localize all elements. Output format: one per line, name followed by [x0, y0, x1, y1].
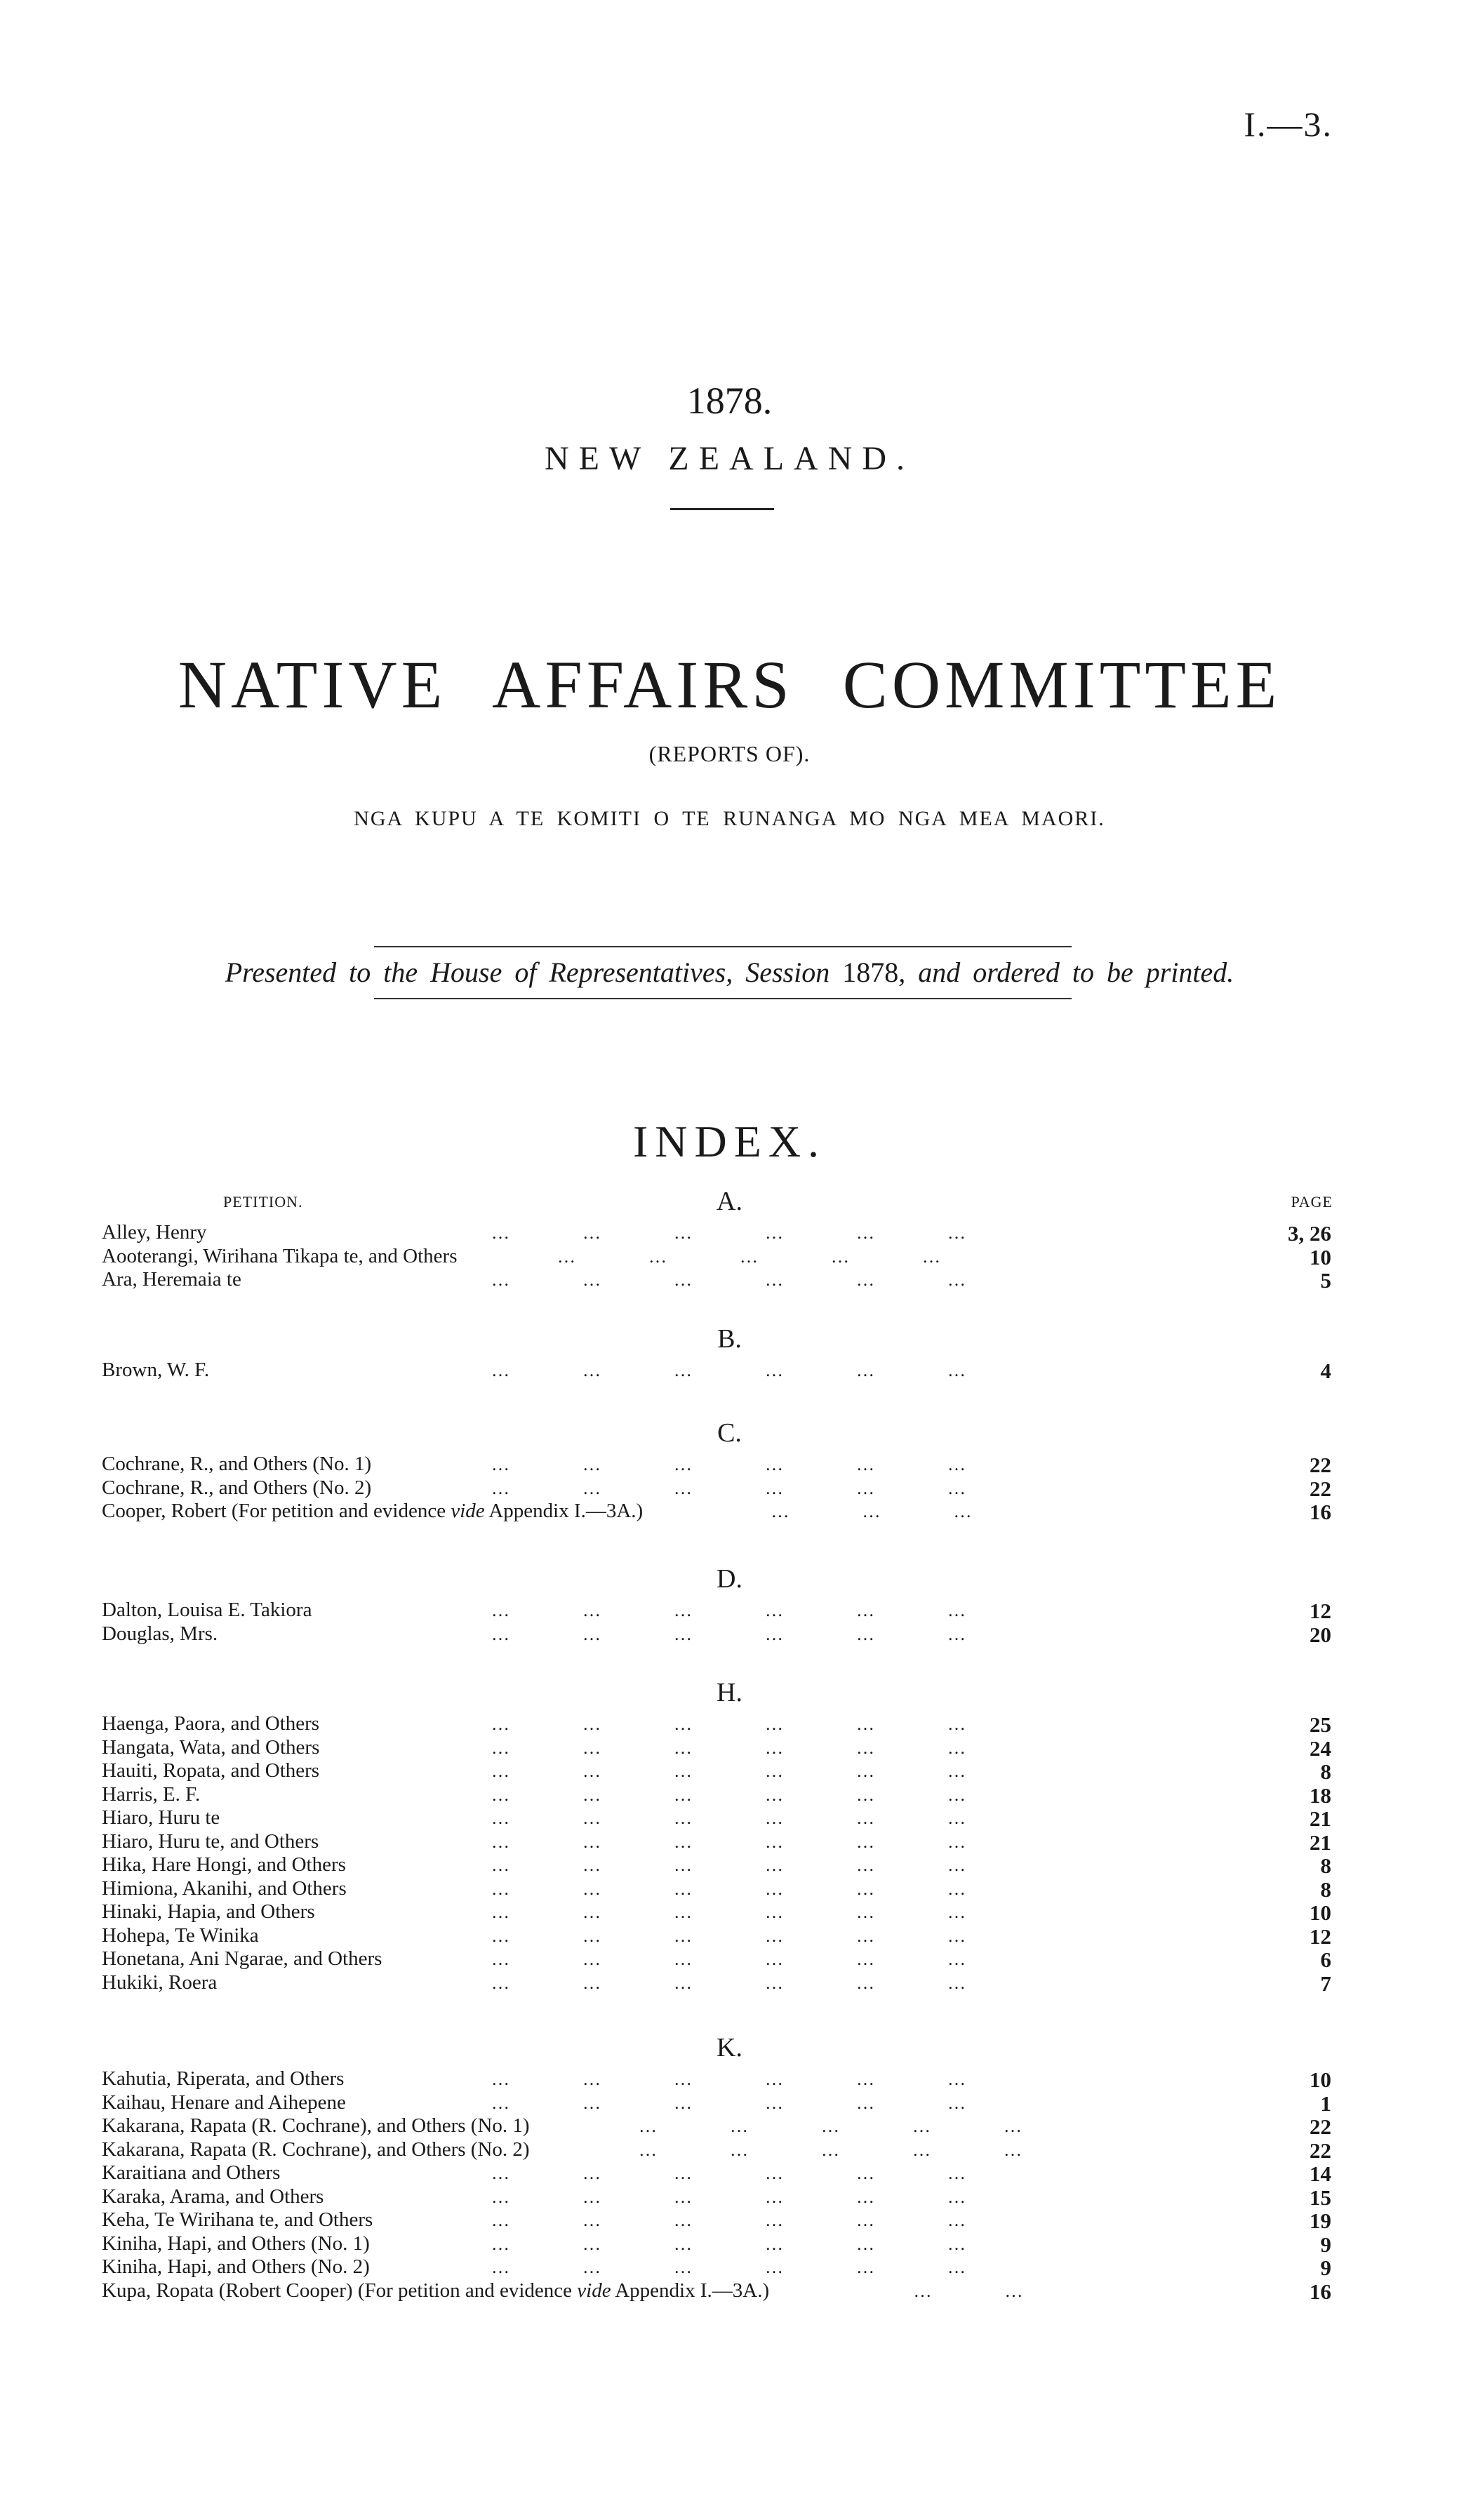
presented-rule-top	[374, 946, 1072, 947]
index-entry-page: 12	[1310, 1599, 1331, 1623]
document-title: NATIVE AFFAIRS COMMITTEE	[178, 647, 1281, 722]
index-entry-name: Aooterangi, Wirihana Tikapa te, and Others	[102, 1244, 458, 1267]
leader-dots: … … … … … …	[491, 2233, 1039, 2254]
index-entry-name: Keha, Te Wirihana te, and Others	[102, 2208, 373, 2231]
leader-dots: … … … … … …	[491, 1925, 1039, 1946]
index-title: INDEX.	[632, 1116, 827, 1166]
index-entry-name: Kiniha, Hapi, and Others (No. 1)	[102, 2232, 370, 2255]
index-entry-name: Alley, Henry	[102, 1221, 207, 1244]
leader-dots: … … … … … …	[491, 1623, 1039, 1644]
index-entry-page: 4	[1320, 1359, 1331, 1383]
index-entry-page: 18	[1310, 1782, 1331, 1808]
leader-dots: … … … … … …	[491, 2069, 1039, 2089]
index-entry-page: 22	[1310, 2138, 1331, 2163]
index-entry-name: Harris, E. F.	[102, 1782, 201, 1806]
index-entry-name: Cooper, Robert (For petition and evidence vide Appendix I.—3A.)	[102, 1500, 644, 1522]
index-entry-name: Honetana, Ani Ngarae, and Others	[102, 1947, 382, 1970]
leader-dots: … … … … … …	[491, 1949, 1039, 1969]
index-entry-name: Kiniha, Hapi, and Others (No. 2)	[102, 2255, 370, 2278]
leader-dots: … … … … … …	[491, 1737, 1039, 1758]
index-entry-name: Hika, Hare Hongi, and Others	[102, 1853, 346, 1876]
index-entry-name: Kaihau, Henare and Aihepene	[102, 2091, 346, 2114]
leader-dots: … … … … … …	[491, 1808, 1039, 1828]
index-entry-name: Haenga, Paora, and Others	[102, 1712, 320, 1735]
index-entry-name: Hukiki, Roera	[102, 1971, 218, 1994]
index-entry-page: 21	[1310, 1829, 1331, 1855]
index-entry-page: 16	[1310, 2279, 1331, 2304]
index-entry-page: 8	[1320, 1876, 1331, 1902]
index-entry-page: 12	[1310, 1924, 1331, 1949]
index-entry-page: 3, 26	[1288, 1221, 1331, 1246]
leader-dots: … … … … … …	[491, 2163, 1039, 2183]
index-entry-name: Hiaro, Huru te, and Others	[102, 1829, 319, 1853]
index-entry-page: 7	[1320, 1971, 1331, 1996]
index-entry-name: Kahutia, Riperata, and Others	[102, 2067, 345, 2090]
index-entry-name: Hohepa, Te Winika	[102, 1924, 259, 1947]
maori-title: NGA KUPU A TE KOMITI O TE RUNANGA MO NGA MEA MAORI.	[354, 807, 1105, 830]
index-entry-name: Kupa, Ropata (Robert Cooper) (For petition and evidence vide Appendix I.—3A.)	[102, 2279, 770, 2302]
leader-dots: … … … … … …	[491, 1878, 1039, 1899]
index-entry-name: Karaka, Arama, and Others	[102, 2185, 324, 2208]
index-entry-page: 21	[1310, 1806, 1331, 1831]
index-entry-page: 10	[1310, 1900, 1331, 1925]
index-entry-page: 5	[1320, 1268, 1331, 1293]
index-section-letter: A.	[717, 1187, 742, 1216]
index-entry-page: 8	[1320, 1759, 1331, 1784]
index-entry-page: 24	[1310, 1735, 1331, 1761]
leader-dots: … … … … … …	[491, 2257, 1039, 2277]
index-section-letter: H.	[717, 1678, 742, 1707]
leader-dots: … … … … … …	[491, 2092, 1039, 2113]
index-entry-name: Cochrane, R., and Others (No. 2)	[102, 1476, 372, 1499]
leader-dots: … … … … …	[639, 2116, 1095, 2136]
leader-dots: … … … … … …	[491, 1600, 1039, 1620]
index-entry-page: 9	[1320, 2255, 1331, 2280]
leader-dots: … … … … … …	[491, 1972, 1039, 1993]
index-section-letter: C.	[717, 1418, 742, 1448]
index-entry-page: 9	[1320, 2232, 1331, 2257]
paper-reference: I.—3.	[1244, 105, 1333, 144]
index-entry-name: Kakarana, Rapata (R. Cochrane), and Others (No. 2)	[102, 2138, 530, 2161]
divider-rule	[670, 508, 774, 510]
leader-dots: … … … … … …	[491, 1360, 1039, 1380]
document-year: 1878.	[686, 380, 773, 422]
index-entry-page: 15	[1310, 2185, 1331, 2210]
index-entry-name: Karaitiana and Others	[102, 2161, 281, 2184]
index-entry-name: Ara, Heremaia te	[102, 1268, 241, 1291]
index-entry-name: Hangata, Wata, and Others	[102, 1735, 320, 1759]
index-entry-page: 25	[1310, 1712, 1331, 1737]
index-section-letter: D.	[717, 1564, 742, 1594]
leader-dots: … … … … … …	[491, 1831, 1039, 1852]
leader-dots: … … … … … …	[491, 1784, 1039, 1805]
index-entry-page: 20	[1310, 1622, 1331, 1647]
presented-year: 1878	[842, 956, 899, 988]
leader-dots: … … … … … …	[491, 1477, 1039, 1498]
index-entry-page: 14	[1310, 2161, 1331, 2186]
leader-dots: … … … … … …	[491, 1855, 1039, 1875]
page-column-header: PAGE	[1291, 1193, 1333, 1211]
index-entry-name: Dalton, Louisa E. Takiora	[102, 1599, 312, 1621]
country-heading: NEW ZEALAND.	[544, 440, 915, 477]
presented-text-after: , and ordered to be printed.	[898, 956, 1234, 988]
leader-dots: … … … … … …	[491, 1222, 1039, 1243]
presented-line	[0, 956, 1459, 989]
leader-dots: … … … … …	[557, 1246, 1013, 1267]
index-entry-page: 22	[1310, 2114, 1331, 2139]
index-entry-name: Hiaro, Huru te	[102, 1806, 220, 1829]
index-entry-page: 1	[1320, 2091, 1331, 2116]
index-entry-page: 8	[1320, 1853, 1331, 1878]
index-section-letter: K.	[717, 2033, 742, 2062]
leader-dots: … … …	[771, 1501, 1045, 1521]
index-entry-name: Kakarana, Rapata (R. Cochrane), and Others (No. 1)	[102, 2114, 530, 2137]
document-subtitle: (REPORTS OF).	[648, 741, 811, 766]
index-entry-page: 10	[1310, 2067, 1331, 2092]
leader-dots: … … … … … …	[491, 1269, 1039, 1290]
index-entry-name: Douglas, Mrs.	[102, 1622, 218, 1645]
index-entry-name: Cochrane, R., and Others (No. 1)	[102, 1453, 372, 1475]
index-entry-name: Brown, W. F.	[102, 1359, 210, 1381]
index-entry-page: 6	[1320, 1947, 1331, 1972]
index-entry-page: 19	[1310, 2208, 1331, 2233]
leader-dots: … … … … … …	[491, 1454, 1039, 1474]
index-entry-page: 22	[1310, 1453, 1331, 1477]
presented-rule-bottom	[374, 998, 1072, 999]
index-section-letter: B.	[717, 1324, 742, 1354]
leader-dots: … … … … … …	[491, 1902, 1039, 1922]
index-entry-name: Hauiti, Ropata, and Others	[102, 1759, 320, 1782]
leader-dots: … … … … …	[639, 2139, 1095, 2160]
index-entry-name: Himiona, Akanihi, and Others	[102, 1876, 347, 1900]
leader-dots: … …	[913, 2280, 1096, 2301]
leader-dots: … … … … … …	[491, 1761, 1039, 1781]
index-entry-name: Hinaki, Hapia, and Others	[102, 1900, 315, 1923]
index-entry-page: 10	[1310, 1244, 1331, 1269]
index-entry-page: 16	[1310, 1500, 1331, 1524]
leader-dots: … … … … … …	[491, 2210, 1039, 2230]
leader-dots: … … … … … …	[491, 1714, 1039, 1734]
index-entry-page: 22	[1310, 1476, 1331, 1501]
presented-text-before: Presented to the House of Representatives, Session	[225, 956, 843, 988]
leader-dots: … … … … … …	[491, 2186, 1039, 2207]
petition-column-header: PETITION.	[223, 1193, 303, 1211]
